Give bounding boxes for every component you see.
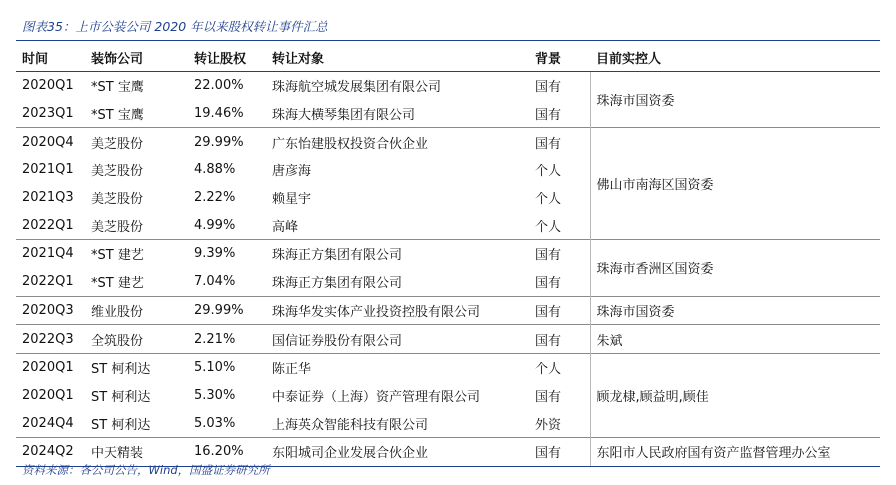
header-target: 转让对象 <box>266 43 529 72</box>
cell-time: 2020Q1 <box>22 78 74 94</box>
cell-company: 全筑股份 <box>85 325 188 354</box>
cell-equity: 5.30% <box>194 387 236 403</box>
cell-target: 上海英众智能科技有限公司 <box>272 417 429 433</box>
cell-equity: 4.88% <box>194 162 236 178</box>
cell-company: 美芝股份 <box>91 164 144 180</box>
cell-time: 2023Q1 <box>22 106 74 122</box>
cell-equity: 16.20% <box>188 437 266 466</box>
cell-company: *ST 宝鹰 <box>91 108 144 124</box>
table-row <box>16 72 880 100</box>
cell-time: 2024Q2 <box>16 437 85 466</box>
table-row <box>16 325 880 354</box>
cell-equity: 9.39% <box>188 240 266 268</box>
cell-equity: 7.04% <box>194 274 236 290</box>
cell-background: 国有 <box>529 128 590 156</box>
cell-time: 2024Q4 <box>22 415 74 431</box>
cell-company: *ST 建艺 <box>91 276 144 292</box>
cell-target: 广东怡建股权投资合伙企业 <box>266 128 529 156</box>
cell-background: 个人 <box>535 164 562 180</box>
cell-background: 国有 <box>529 437 590 466</box>
cell-time: 2022Q1 <box>22 217 74 233</box>
cell-time: 2022Q3 <box>16 325 85 354</box>
cell-controller: 顾龙棣,顾益明,顾佳 <box>590 353 880 437</box>
cell-time: 2020Q3 <box>16 296 85 325</box>
cell-target: 国信证券股份有限公司 <box>266 325 529 354</box>
cell-target: 珠海正方集团有限公司 <box>266 240 529 268</box>
header-row <box>16 43 880 72</box>
cell-company: 美芝股份 <box>91 219 144 235</box>
cell-background: 国有 <box>535 389 562 405</box>
cell-time: 2021Q1 <box>22 162 74 178</box>
table-row <box>16 240 880 268</box>
cell-time: 2021Q3 <box>22 190 74 206</box>
cell-controller: 珠海市国资委 <box>590 296 880 325</box>
cell-background: 国有 <box>529 240 590 268</box>
cell-company: ST 柯利达 <box>85 353 188 381</box>
cell-background: 国有 <box>529 325 590 354</box>
cell-background: 国有 <box>535 108 562 124</box>
cell-target: 东阳城司企业发展合伙企业 <box>266 437 529 466</box>
cell-background: 外资 <box>535 417 562 433</box>
cell-target: 唐彦海 <box>272 164 312 180</box>
cell-equity: 4.99% <box>194 217 236 233</box>
cell-equity: 29.99% <box>188 128 266 156</box>
cell-equity: 5.10% <box>188 353 266 381</box>
cell-company: 美芝股份 <box>91 192 144 208</box>
cell-equity: 2.21% <box>188 325 266 354</box>
cell-target: 珠海华发实体产业投资控股有限公司 <box>266 296 529 325</box>
cell-background: 国有 <box>535 276 562 292</box>
cell-background: 个人 <box>529 353 590 381</box>
cell-target: 高峰 <box>272 219 299 235</box>
cell-controller: 佛山市南海区国资委 <box>590 128 880 240</box>
figure-title: 图表35：上市公装公司 2020 年以来股权转让事件汇总 <box>22 19 328 34</box>
table-row <box>16 128 880 156</box>
cell-background: 国有 <box>529 296 590 325</box>
cell-company: 维业股份 <box>85 296 188 325</box>
table-row <box>16 353 880 381</box>
cell-time: 2020Q1 <box>22 387 74 403</box>
cell-company: ST 柯利达 <box>91 417 151 433</box>
cell-company: 中天精装 <box>85 437 188 466</box>
equity-transfer-table <box>16 43 880 467</box>
header-controller: 目前实控人 <box>590 43 880 72</box>
cell-company: *ST 建艺 <box>85 240 188 268</box>
source-note: 资料来源：各公司公告，Wind，国盛证券研究所 <box>22 463 270 477</box>
title-rule <box>16 40 880 41</box>
cell-background: 个人 <box>535 192 562 208</box>
cell-target: 珠海正方集团有限公司 <box>272 276 403 292</box>
cell-background: 个人 <box>535 219 562 235</box>
cell-time: 2020Q1 <box>16 353 85 381</box>
cell-controller: 珠海市香洲区国资委 <box>590 240 880 296</box>
cell-controller: 东阳市人民政府国有资产监督管理办公室 <box>590 437 880 466</box>
cell-background: 国有 <box>535 80 562 96</box>
cell-equity: 29.99% <box>188 296 266 325</box>
cell-target: 赖星宇 <box>272 192 312 208</box>
cell-time: 2020Q4 <box>16 128 85 156</box>
cell-company: *ST 宝鹰 <box>91 80 144 96</box>
header-time: 时间 <box>16 43 85 72</box>
table-row <box>16 296 880 325</box>
header-equity: 转让股权 <box>188 43 266 72</box>
cell-target: 珠海大横琴集团有限公司 <box>272 108 416 124</box>
cell-equity: 5.03% <box>194 415 236 431</box>
header-background: 背景 <box>529 43 590 72</box>
cell-company: 美芝股份 <box>85 128 188 156</box>
cell-target: 珠海航空城发展集团有限公司 <box>272 80 442 96</box>
cell-target: 中泰证券（上海）资产管理有限公司 <box>272 389 481 405</box>
cell-time: 2022Q1 <box>22 274 74 290</box>
cell-equity: 2.22% <box>194 190 236 206</box>
cell-target: 陈正华 <box>266 353 529 381</box>
cell-time: 2021Q4 <box>16 240 85 268</box>
cell-equity: 19.46% <box>194 106 244 122</box>
cell-company: ST 柯利达 <box>91 389 151 405</box>
cell-equity: 22.00% <box>194 78 244 94</box>
cell-controller: 朱斌 <box>590 325 880 354</box>
header-company: 装饰公司 <box>85 43 188 72</box>
cell-controller: 珠海市国资委 <box>590 72 880 128</box>
